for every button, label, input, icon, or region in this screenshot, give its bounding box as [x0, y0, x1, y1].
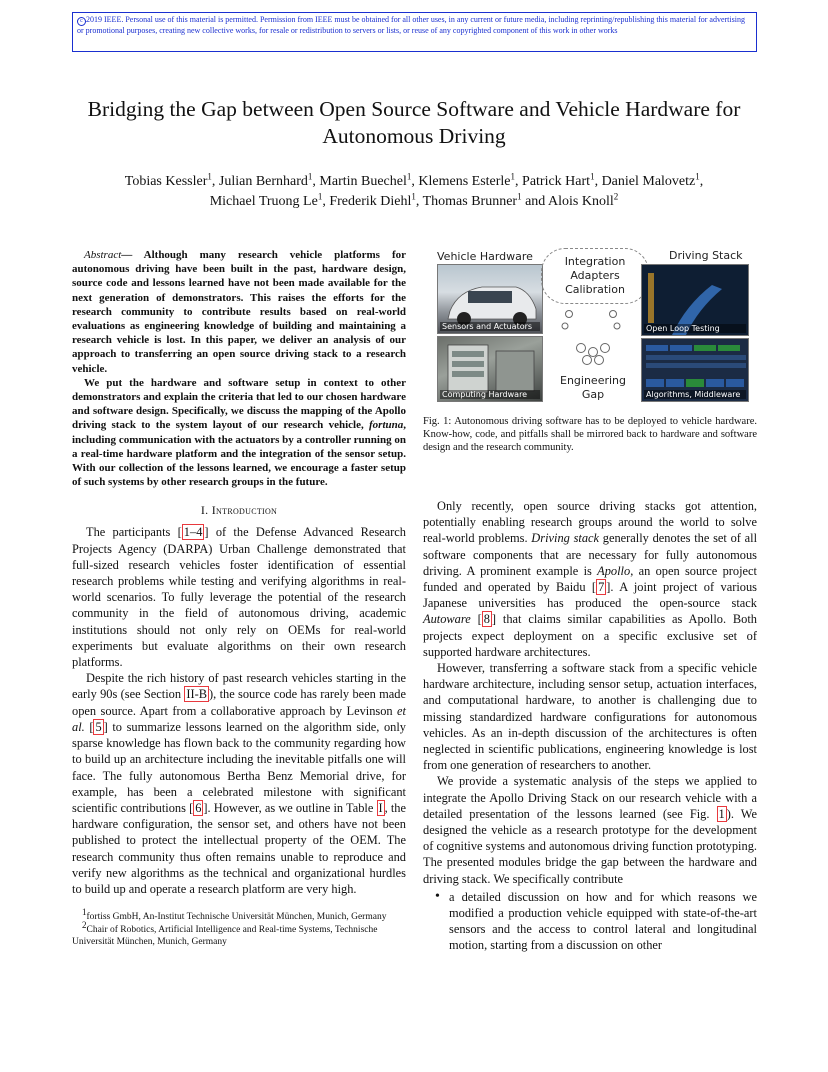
author-name: Tobias Kessler: [124, 174, 208, 189]
section-link[interactable]: II-B: [186, 687, 208, 702]
figure-caption: [423, 415, 757, 454]
author-name: Michael Truong Le: [209, 194, 318, 209]
figure-label-driving-stack: Driving Stack: [669, 249, 743, 262]
author-affiliation: 1: [411, 191, 416, 202]
abstract-label: Abstract: [84, 249, 122, 261]
paper-title: Bridging the Gap between Open Source Software and Vehicle Hardware for Autonomous Driving: [87, 97, 741, 148]
body-paragraph: However, transferring a software stack from a specific vehicle hardware architecture, including sensor setup, actuation interfaces, and computational hardware, to another is challenging due to missing standardized hardware configurations for autonomous vehicles. As an in-depth discussion of the architectures is often neglected in scientific publications, engineering knowledge is lost from one generation of researchers to another.: [423, 661, 757, 773]
abstract-paragraph: Abstract— Although many research vehicle platforms for autonomous driving have been built in the past, hardware design, source code and lessons learned have not been made available for the next generation of demonstrators. This raises the efforts for the research community to contribute results based on real-world evaluations as engineering knowledge of building and maintaining a research vehicle is lost. In this paper, we deliver an analysis of our approach to transferring an open source driving stack to a research vehicle.: [72, 249, 406, 375]
author-name: Patrick Hart: [522, 174, 591, 189]
left-column: [72, 248, 406, 949]
open-loop-testing-tag: Open Loop Testing: [644, 324, 746, 333]
author-affiliation: 1: [207, 171, 212, 182]
citation-link[interactable]: 6: [195, 800, 202, 815]
figure-link[interactable]: 1: [718, 806, 725, 821]
author-name: Martin Buechel: [319, 174, 407, 189]
body-paragraph: Despite the rich history of past research vehicles starting in the early 90s (see Section II-B ), the source code has rarely been made open source. Apart from a collaborative approach by Levinson et al. [ 5 ] to summarize lessons learned on the algorithm side, only sparse knowledge has flown back to the community regarding how to build up an architecture including the inevitable pitfalls one will face. The fully autonomous Bertha Benz Memorial drive, for example, has been a celebrated milestone with significant scientific contributions [ 6 ]. However, as we outline in Table I , the hardware configuration, the sensor set, and others have not been published to protect the intellectual property of the OEM. The research community thus often remains unable to reproduce and verify new algorithms as the technical and organizational hurdles to build up and operate a research platform are very high.: [72, 671, 407, 896]
abstract-text: , including communication with the actuators by a controller running on a real-time hardware platform and the integration of the sensor setup. With our collection of the lessons learned, we encourage a faster setup of such systems by other research groups in the future.: [72, 419, 406, 489]
copyright-notice: [72, 12, 757, 52]
introduction-body: [72, 524, 406, 897]
footnote: $^1$fortiss GmbH, An-Institut Technische Universität München, Munich, Germany: [82, 906, 387, 923]
copyright-text: 2019 IEEE. Personal use of this material is permitted. Permission from IEEE must be obtained for all other uses, in any current or future media, including reprinting/republishing this material for advertising or promotional purposes, creating new collective works, for resale or redistribution to servers or lists, or reuse of any copyrighted component of this work in other works: [77, 15, 745, 35]
body-paragraph: Only recently, open source driving stacks got attention, potentially enabling research groups around the world to solve real-world problems. Driving stack generally denotes the set of all software components that are necessary for fully autonomous driving. A prominent example is Apollo, an open source project funded and operated by Baidu [ 7 ]. A joint project of various Japanese universities has produced the open-source stack Autoware [ 8 ] that claims similar capabilities as Apollo. Both projects expect deployment on a specific exclusive set of supported hardware architectures.: [423, 499, 758, 659]
citation-link[interactable]: 7: [598, 580, 605, 595]
figure-1: [423, 248, 757, 400]
section-title: Introduction: [211, 503, 278, 518]
table-link[interactable]: I: [378, 800, 383, 815]
computing-hardware-tag: Computing Hardware: [440, 390, 540, 399]
vehicle-name: fortuna: [369, 419, 404, 432]
integration-bubble: Integration Adapters Calibration: [541, 248, 649, 304]
author-name: Julian Bernhard: [218, 174, 308, 189]
author-line-2: Michael Truong Le$^1$, Frederik Diehl$^1$, Thomas Brunner$^1$ and Alois Knoll$^2$: [209, 191, 619, 209]
section-number: I.: [200, 503, 209, 518]
thought-circles: [553, 306, 639, 368]
abstract-text: We put the hardware and software setup in context to other demonstrators and explain the criteria that led to our chosen hardware and software design. Specifically, we discuss the mapping of the Apollo driving stack to the system layout of our research vehicle,: [72, 376, 406, 432]
author-name: Frederik Diehl: [329, 194, 412, 209]
right-column: [423, 248, 757, 954]
body-paragraph: We provide a systematic analysis of the steps we applied to integrate the Apollo Driving Stack on our research vehicle with a detailed presentation of the lessons learned (see Fig. 1 ). We designed the vehicle as a research prototype for the development of cognitive systems and autonomous driving function prototyping. The presented modules bridge the gap between the hardware and driving stack. We specifically contribute: [423, 774, 757, 886]
sensors-actuators-tag: Sensors and Actuators: [440, 322, 540, 331]
abstract-paragraph: [72, 376, 406, 490]
copyright-symbol: c: [77, 17, 86, 26]
author-affiliation: 1: [510, 171, 516, 182]
citation-link[interactable]: 1–4: [183, 525, 203, 540]
author-name: Klemens Esterle: [418, 174, 511, 189]
author-name: Alois Knoll: [548, 194, 614, 209]
author-name: Thomas Brunner: [422, 194, 518, 209]
body-paragraph: The participants [ 1–4 ] of the Defense Advanced Research Projects Agency (DARPA) Urban Challenge demonstrated that full-sized research vehicles foster identification of essential research problems while testing and verifying algorithms in real-world scenarios. To fully leverage the potential of the research community in the field of autonomous driving, academic institutions should not only rely on OEMs for real-world experiments but evaluate algorithms on their own research platforms.: [72, 525, 406, 670]
algorithms-screen: [641, 338, 749, 402]
author-affiliation: 1: [406, 171, 412, 182]
figure-label-vehicle-hardware: Vehicle Hardware: [437, 250, 533, 263]
author-name: Daniel Malovetz: [601, 174, 696, 189]
footnote: $^2$Chair of Robotics, Artificial Intelligence and Real-time Systems, Technische Universität München, Munich, Germany: [72, 919, 378, 948]
author-affiliation: 1: [517, 191, 522, 202]
author-affiliation: 1: [695, 171, 700, 182]
footnotes: [72, 906, 406, 949]
arxiv-stamp-area: [0, 0, 60, 1072]
author-affiliation: 1: [590, 171, 595, 182]
computing-hardware-photo: [437, 336, 543, 402]
figure-caption-label: Fig. 1:: [423, 416, 452, 427]
author-affiliation: 1: [307, 171, 313, 182]
author-affiliation: 2: [613, 191, 619, 202]
author-affiliation: 1: [317, 191, 323, 202]
abstract: [72, 248, 406, 489]
abstract-text: Although many research vehicle platforms for autonomous driving have been built in the past, hardware design, source code and lessons learned have not been made available for the next generation of demonstrators. This raises the efforts for the research community to contribute results based on real-world evaluations as engineering knowledge of building and maintaining a research vehicle is lost. In this paper, we deliver an analysis of our approach to transferring an open source driving stack to a research vehicle.: [72, 249, 406, 375]
figure-caption-text: Autonomous driving software has to be deployed to vehicle hardware. Know-how, code, and pitfalls shall be mirrored back to hardware and software design and the research community.: [423, 416, 757, 453]
right-column-body: [423, 498, 757, 954]
citation-link[interactable]: 8: [483, 612, 490, 627]
contribution-list: [423, 889, 757, 954]
section-heading-introduction: [72, 503, 406, 518]
list-item: • a detailed discussion on how and for which reasons we modified a production vehicle equipped with state-of-the-art sensors and the access to control lateral and longitudinal motion, starting from a discussion on other: [423, 889, 757, 954]
vehicle-photo: [437, 264, 543, 334]
engineering-gap-label: Engineering Gap: [560, 374, 626, 401]
citation-link[interactable]: 5: [95, 719, 102, 734]
open-loop-screen: [641, 264, 749, 336]
author-line-1: Tobias Kessler$^1$, Julian Bernhard$^1$, Martin Buechel$^1$, Klemens Esterle$^1$, Patrick Hart$^1$, Daniel Malovetz$^1$,: [124, 171, 704, 189]
author-list: [60, 172, 768, 212]
algorithms-middleware-tag: Algorithms, Middleware: [644, 390, 746, 399]
